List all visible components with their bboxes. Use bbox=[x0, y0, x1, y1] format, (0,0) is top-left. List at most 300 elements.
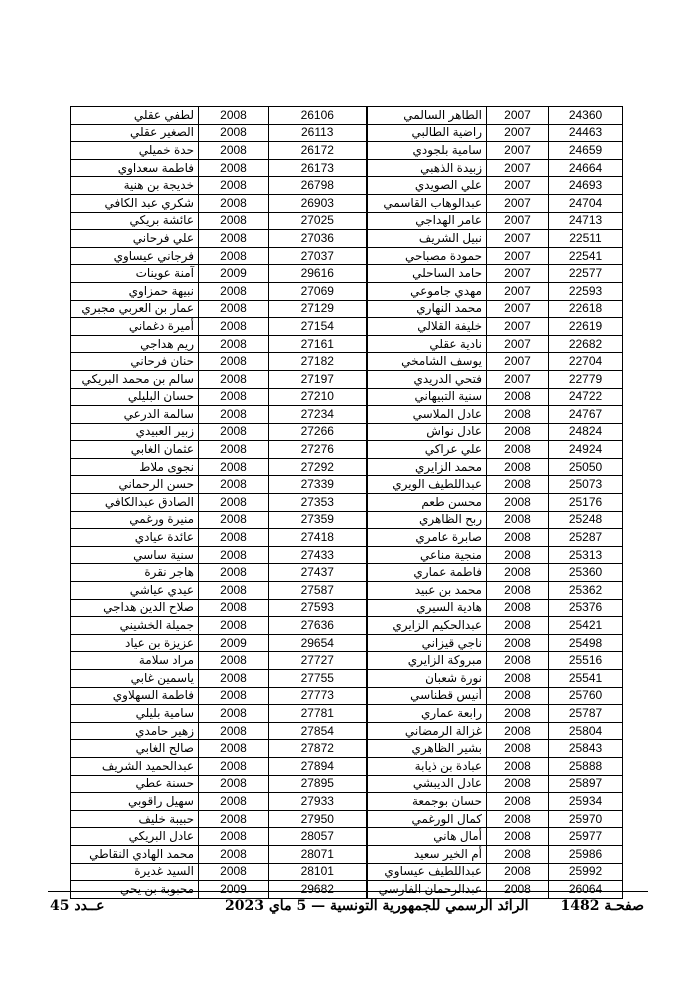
cell-l-name: هاجر نقرة bbox=[71, 564, 199, 582]
cell-r-year: 2008 bbox=[487, 546, 549, 564]
cell-l-no: 26798 bbox=[269, 177, 367, 195]
cell-r-name: محمد النهاري bbox=[367, 300, 487, 318]
cell-l-name: حسنة عطي bbox=[71, 775, 199, 793]
cell-l-year: 2009 bbox=[199, 881, 269, 899]
table-row bbox=[71, 458, 623, 476]
cell-l-name: سنية ساسي bbox=[71, 546, 199, 564]
cell-l-no: 27755 bbox=[269, 670, 367, 688]
cell-l-year: 2008 bbox=[199, 599, 269, 617]
cell-l-year: 2008 bbox=[199, 194, 269, 212]
cell-l-name: عمار بن العربي مجبري bbox=[71, 300, 199, 318]
table-row bbox=[71, 282, 623, 300]
cell-l-no: 26113 bbox=[269, 124, 367, 142]
cell-l-year: 2008 bbox=[199, 107, 269, 125]
table-row bbox=[71, 740, 623, 758]
cell-l-name: شكري عبد الكافي bbox=[71, 194, 199, 212]
cell-r-no: 24463 bbox=[549, 124, 623, 142]
table-row bbox=[71, 670, 623, 688]
table-row bbox=[71, 388, 623, 406]
cell-l-name: عثمان الغابي bbox=[71, 441, 199, 459]
cell-l-no: 27161 bbox=[269, 335, 367, 353]
cell-l-name: صالح الغابي bbox=[71, 740, 199, 758]
cell-l-name: فاطمة السهلاوي bbox=[71, 687, 199, 705]
page-number: صفحـة 1482 bbox=[560, 898, 644, 914]
cell-r-name: مهدي جاموعي bbox=[367, 282, 487, 300]
cell-l-no: 27433 bbox=[269, 546, 367, 564]
cell-r-name: أم الخير سعيد bbox=[367, 845, 487, 863]
cell-r-name: منجية مناعي bbox=[367, 546, 487, 564]
cell-r-no: 22593 bbox=[549, 282, 623, 300]
cell-l-no: 29616 bbox=[269, 265, 367, 283]
cell-r-no: 25986 bbox=[549, 845, 623, 863]
cell-l-year: 2008 bbox=[199, 670, 269, 688]
cell-r-name: عبداللطيف عيساوي bbox=[367, 863, 487, 881]
cell-r-year: 2007 bbox=[487, 247, 549, 265]
cell-r-year: 2007 bbox=[487, 282, 549, 300]
table-row bbox=[71, 441, 623, 459]
cell-l-year: 2008 bbox=[199, 441, 269, 459]
cell-r-no: 22577 bbox=[549, 265, 623, 283]
cell-l-year: 2008 bbox=[199, 546, 269, 564]
cell-l-name: خديجة بن هنية bbox=[71, 177, 199, 195]
cell-r-year: 2008 bbox=[487, 599, 549, 617]
cell-l-name: عادل البريكي bbox=[71, 828, 199, 846]
cell-l-no: 27359 bbox=[269, 511, 367, 529]
table-row bbox=[71, 124, 623, 142]
cell-r-name: راضية الطالبي bbox=[367, 124, 487, 142]
cell-l-no: 27292 bbox=[269, 458, 367, 476]
cell-l-name: السيد غديرة bbox=[71, 863, 199, 881]
table-row bbox=[71, 406, 623, 424]
cell-r-name: حسان بوجمعة bbox=[367, 793, 487, 811]
cell-l-name: سالم بن محمد البريكي bbox=[71, 370, 199, 388]
cell-l-year: 2008 bbox=[199, 687, 269, 705]
cell-r-year: 2007 bbox=[487, 159, 549, 177]
cell-l-name: ياسمين غابي bbox=[71, 670, 199, 688]
cell-l-no: 27210 bbox=[269, 388, 367, 406]
cell-l-no: 27276 bbox=[269, 441, 367, 459]
cell-l-name: محبوبة بن يحي bbox=[71, 881, 199, 899]
cell-l-year: 2008 bbox=[199, 757, 269, 775]
cell-r-no: 24722 bbox=[549, 388, 623, 406]
cell-r-year: 2008 bbox=[487, 810, 549, 828]
cell-l-name: منيرة ورغمي bbox=[71, 511, 199, 529]
cell-l-year: 2008 bbox=[199, 335, 269, 353]
table-row bbox=[71, 863, 623, 881]
cell-l-year: 2008 bbox=[199, 793, 269, 811]
cell-l-name: آمنة عوينات bbox=[71, 265, 199, 283]
cell-l-no: 27353 bbox=[269, 494, 367, 512]
table-row bbox=[71, 511, 623, 529]
cell-r-name: مبروكة الزايري bbox=[367, 652, 487, 670]
table-row bbox=[71, 881, 623, 899]
cell-l-year: 2008 bbox=[199, 230, 269, 248]
table-row bbox=[71, 722, 623, 740]
cell-r-no: 25360 bbox=[549, 564, 623, 582]
cell-r-year: 2007 bbox=[487, 194, 549, 212]
cell-r-no: 22619 bbox=[549, 318, 623, 336]
cell-l-year: 2008 bbox=[199, 863, 269, 881]
cell-r-name: فتحي الدريدي bbox=[367, 370, 487, 388]
cell-r-year: 2007 bbox=[487, 177, 549, 195]
cell-l-no: 27037 bbox=[269, 247, 367, 265]
cell-r-name: عبادة بن ذيابة bbox=[367, 757, 487, 775]
cell-r-name: محمد الزايري bbox=[367, 458, 487, 476]
cell-l-year: 2008 bbox=[199, 494, 269, 512]
cell-l-year: 2009 bbox=[199, 634, 269, 652]
table-row bbox=[71, 546, 623, 564]
table-row bbox=[71, 757, 623, 775]
cell-r-name: الطاهر السالمي bbox=[367, 107, 487, 125]
cell-r-name: بشير الظاهري bbox=[367, 740, 487, 758]
cell-l-no: 27197 bbox=[269, 370, 367, 388]
cell-r-name: علي الصويدي bbox=[367, 177, 487, 195]
cell-l-year: 2008 bbox=[199, 722, 269, 740]
cell-l-name: زهير حامدي bbox=[71, 722, 199, 740]
table-row bbox=[71, 810, 623, 828]
cell-r-year: 2008 bbox=[487, 458, 549, 476]
table-row bbox=[71, 300, 623, 318]
cell-r-no: 25362 bbox=[549, 582, 623, 600]
cell-r-year: 2008 bbox=[487, 441, 549, 459]
cell-r-year: 2008 bbox=[487, 775, 549, 793]
cell-l-name: عبدالحميد الشريف bbox=[71, 757, 199, 775]
cell-l-year: 2008 bbox=[199, 177, 269, 195]
cell-l-year: 2008 bbox=[199, 388, 269, 406]
cell-r-no: 25992 bbox=[549, 863, 623, 881]
cell-r-name: صابرة عامري bbox=[367, 529, 487, 547]
cell-r-name: عادل نواش bbox=[367, 423, 487, 441]
cell-r-year: 2008 bbox=[487, 845, 549, 863]
cell-l-no: 27437 bbox=[269, 564, 367, 582]
table-row bbox=[71, 230, 623, 248]
cell-l-name: الصغير عقلي bbox=[71, 124, 199, 142]
cell-l-year: 2008 bbox=[199, 423, 269, 441]
table-row bbox=[71, 107, 623, 125]
cell-r-no: 24360 bbox=[549, 107, 623, 125]
cell-r-year: 2007 bbox=[487, 370, 549, 388]
cell-r-year: 2007 bbox=[487, 124, 549, 142]
cell-l-year: 2008 bbox=[199, 353, 269, 371]
names-table bbox=[70, 106, 623, 899]
cell-l-no: 27418 bbox=[269, 529, 367, 547]
cell-r-no: 24659 bbox=[549, 142, 623, 160]
cell-r-year: 2008 bbox=[487, 582, 549, 600]
table-row bbox=[71, 529, 623, 547]
table-row bbox=[71, 212, 623, 230]
cell-l-year: 2008 bbox=[199, 247, 269, 265]
cell-r-year: 2008 bbox=[487, 687, 549, 705]
cell-l-year: 2008 bbox=[199, 476, 269, 494]
cell-r-year: 2007 bbox=[487, 318, 549, 336]
cell-r-name: حامد الساحلي bbox=[367, 265, 487, 283]
cell-l-name: نبيهة حمزاوي bbox=[71, 282, 199, 300]
cell-r-no: 25934 bbox=[549, 793, 623, 811]
cell-r-name: عادل الديبشي bbox=[367, 775, 487, 793]
cell-r-no: 25498 bbox=[549, 634, 623, 652]
cell-r-no: 25843 bbox=[549, 740, 623, 758]
cell-r-no: 22511 bbox=[549, 230, 623, 248]
table-row bbox=[71, 775, 623, 793]
cell-r-no: 25541 bbox=[549, 670, 623, 688]
cell-l-no: 27950 bbox=[269, 810, 367, 828]
cell-l-year: 2008 bbox=[199, 564, 269, 582]
cell-r-year: 2007 bbox=[487, 265, 549, 283]
cell-r-year: 2007 bbox=[487, 353, 549, 371]
cell-l-no: 27154 bbox=[269, 318, 367, 336]
cell-r-no: 25760 bbox=[549, 687, 623, 705]
table-row bbox=[71, 828, 623, 846]
cell-r-no: 24704 bbox=[549, 194, 623, 212]
cell-r-name: زبيدة الذهبي bbox=[367, 159, 487, 177]
table-row bbox=[71, 142, 623, 160]
cell-r-no: 25287 bbox=[549, 529, 623, 547]
cell-l-name: حسان البليلي bbox=[71, 388, 199, 406]
cell-l-no: 28101 bbox=[269, 863, 367, 881]
cell-l-no: 27234 bbox=[269, 406, 367, 424]
cell-l-no: 27773 bbox=[269, 687, 367, 705]
footer-rule bbox=[48, 891, 648, 892]
table-row bbox=[71, 476, 623, 494]
cell-r-no: 25970 bbox=[549, 810, 623, 828]
cell-l-no: 28071 bbox=[269, 845, 367, 863]
cell-l-no: 27854 bbox=[269, 722, 367, 740]
cell-r-year: 2008 bbox=[487, 881, 549, 899]
cell-l-year: 2008 bbox=[199, 529, 269, 547]
cell-l-name: سامية بليلي bbox=[71, 705, 199, 723]
cell-l-no: 27933 bbox=[269, 793, 367, 811]
cell-r-name: سنية التبيهاني bbox=[367, 388, 487, 406]
table-row bbox=[71, 353, 623, 371]
cell-r-no: 25376 bbox=[549, 599, 623, 617]
cell-l-name: الصادق عبدالكافي bbox=[71, 494, 199, 512]
cell-l-year: 2008 bbox=[199, 159, 269, 177]
cell-l-year: 2008 bbox=[199, 617, 269, 635]
cell-r-no: 26064 bbox=[549, 881, 623, 899]
cell-r-year: 2008 bbox=[487, 494, 549, 512]
cell-r-no: 25421 bbox=[549, 617, 623, 635]
cell-r-no: 24767 bbox=[549, 406, 623, 424]
cell-l-name: عيدي عياشي bbox=[71, 582, 199, 600]
issue-number: عــدد 45 bbox=[50, 898, 105, 914]
table-row bbox=[71, 793, 623, 811]
table-row bbox=[71, 617, 623, 635]
table-row bbox=[71, 705, 623, 723]
cell-r-no: 25176 bbox=[549, 494, 623, 512]
cell-r-name: حمودة مصباحي bbox=[367, 247, 487, 265]
cell-l-no: 26173 bbox=[269, 159, 367, 177]
cell-l-no: 27895 bbox=[269, 775, 367, 793]
cell-r-no: 24713 bbox=[549, 212, 623, 230]
table-row bbox=[71, 159, 623, 177]
cell-r-year: 2008 bbox=[487, 863, 549, 881]
cell-r-year: 2007 bbox=[487, 107, 549, 125]
cell-r-year: 2008 bbox=[487, 828, 549, 846]
cell-r-no: 24693 bbox=[549, 177, 623, 195]
table-row bbox=[71, 318, 623, 336]
cell-l-name: ريم هداجي bbox=[71, 335, 199, 353]
cell-r-year: 2008 bbox=[487, 476, 549, 494]
cell-l-name: أميرة دغماني bbox=[71, 318, 199, 336]
cell-r-no: 25804 bbox=[549, 722, 623, 740]
table-row bbox=[71, 845, 623, 863]
cell-l-no: 26172 bbox=[269, 142, 367, 160]
cell-l-year: 2008 bbox=[199, 652, 269, 670]
cell-r-no: 25888 bbox=[549, 757, 623, 775]
table-row bbox=[71, 265, 623, 283]
cell-l-no: 26903 bbox=[269, 194, 367, 212]
cell-l-year: 2008 bbox=[199, 300, 269, 318]
table-row bbox=[71, 582, 623, 600]
cell-r-no: 24664 bbox=[549, 159, 623, 177]
cell-l-name: فرجاني عيساوي bbox=[71, 247, 199, 265]
cell-l-year: 2008 bbox=[199, 775, 269, 793]
cell-l-name: علي فرحاني bbox=[71, 230, 199, 248]
cell-r-year: 2008 bbox=[487, 740, 549, 758]
cell-l-year: 2008 bbox=[199, 212, 269, 230]
table-row bbox=[71, 494, 623, 512]
cell-r-year: 2007 bbox=[487, 230, 549, 248]
cell-r-no: 25248 bbox=[549, 511, 623, 529]
table-row bbox=[71, 652, 623, 670]
cell-r-name: خليفة القلالي bbox=[367, 318, 487, 336]
cell-l-no: 27069 bbox=[269, 282, 367, 300]
cell-l-year: 2008 bbox=[199, 458, 269, 476]
cell-l-no: 27182 bbox=[269, 353, 367, 371]
cell-r-year: 2008 bbox=[487, 705, 549, 723]
cell-r-no: 25977 bbox=[549, 828, 623, 846]
cell-l-no: 27636 bbox=[269, 617, 367, 635]
cell-r-year: 2007 bbox=[487, 142, 549, 160]
cell-r-no: 22704 bbox=[549, 353, 623, 371]
cell-r-name: أنيس قطناسي bbox=[367, 687, 487, 705]
cell-l-name: سالمة الدرعي bbox=[71, 406, 199, 424]
cell-r-year: 2008 bbox=[487, 617, 549, 635]
cell-r-name: رابعة عماري bbox=[367, 705, 487, 723]
cell-l-no: 27894 bbox=[269, 757, 367, 775]
cell-l-name: صلاح الدين هداجي bbox=[71, 599, 199, 617]
cell-r-no: 22682 bbox=[549, 335, 623, 353]
cell-r-name: عبدالرحمان الفارسي bbox=[367, 881, 487, 899]
cell-l-name: جميلة الخشيني bbox=[71, 617, 199, 635]
cell-l-year: 2008 bbox=[199, 810, 269, 828]
cell-r-name: عبدالوهاب القاسمي bbox=[367, 194, 487, 212]
cell-r-no: 25073 bbox=[549, 476, 623, 494]
cell-r-name: أمال هاني bbox=[367, 828, 487, 846]
cell-l-year: 2008 bbox=[199, 142, 269, 160]
cell-l-year: 2008 bbox=[199, 740, 269, 758]
cell-r-year: 2008 bbox=[487, 406, 549, 424]
cell-r-year: 2008 bbox=[487, 757, 549, 775]
cell-l-name: حبيبة خليف bbox=[71, 810, 199, 828]
cell-r-year: 2008 bbox=[487, 793, 549, 811]
table-row bbox=[71, 599, 623, 617]
cell-l-year: 2008 bbox=[199, 582, 269, 600]
cell-r-name: كمال الورغمي bbox=[367, 810, 487, 828]
cell-r-no: 22541 bbox=[549, 247, 623, 265]
cell-l-no: 27727 bbox=[269, 652, 367, 670]
cell-l-name: زبير العبيدي bbox=[71, 423, 199, 441]
cell-l-name: حسن الرحماني bbox=[71, 476, 199, 494]
cell-r-name: هادية السيري bbox=[367, 599, 487, 617]
cell-l-year: 2008 bbox=[199, 705, 269, 723]
table-row bbox=[71, 335, 623, 353]
cell-r-name: ناجي قيزاني bbox=[367, 634, 487, 652]
cell-l-year: 2008 bbox=[199, 318, 269, 336]
cell-r-name: عبدالحكيم الزايري bbox=[367, 617, 487, 635]
cell-r-name: فاطمة عماري bbox=[367, 564, 487, 582]
gazette-title: الرائد الرسمي للجمهورية التونسية — 5 ماي 2023 bbox=[225, 898, 529, 914]
table-row bbox=[71, 194, 623, 212]
cell-r-year: 2008 bbox=[487, 722, 549, 740]
cell-l-no: 28057 bbox=[269, 828, 367, 846]
cell-l-year: 2009 bbox=[199, 265, 269, 283]
cell-l-no: 27266 bbox=[269, 423, 367, 441]
cell-l-year: 2008 bbox=[199, 370, 269, 388]
cell-l-no: 27339 bbox=[269, 476, 367, 494]
cell-l-year: 2008 bbox=[199, 845, 269, 863]
cell-r-name: نورة شعبان bbox=[367, 670, 487, 688]
cell-l-year: 2008 bbox=[199, 828, 269, 846]
cell-r-no: 22779 bbox=[549, 370, 623, 388]
table-row bbox=[71, 423, 623, 441]
cell-l-name: فاطمة سعداوي bbox=[71, 159, 199, 177]
cell-l-no: 27593 bbox=[269, 599, 367, 617]
table-row bbox=[71, 177, 623, 195]
cell-r-name: عادل الملاسي bbox=[367, 406, 487, 424]
cell-l-no: 29654 bbox=[269, 634, 367, 652]
cell-l-name: عائدة عيادي bbox=[71, 529, 199, 547]
cell-r-year: 2008 bbox=[487, 511, 549, 529]
cell-r-year: 2007 bbox=[487, 212, 549, 230]
cell-r-year: 2008 bbox=[487, 564, 549, 582]
cell-r-no: 25313 bbox=[549, 546, 623, 564]
cell-l-year: 2008 bbox=[199, 406, 269, 424]
cell-r-year: 2008 bbox=[487, 529, 549, 547]
cell-l-name: مراد سلامة bbox=[71, 652, 199, 670]
cell-l-no: 27781 bbox=[269, 705, 367, 723]
cell-r-year: 2007 bbox=[487, 335, 549, 353]
cell-r-name: عبداللطيف الويري bbox=[367, 476, 487, 494]
cell-l-name: حدة خميلي bbox=[71, 142, 199, 160]
cell-l-year: 2008 bbox=[199, 511, 269, 529]
cell-l-no: 27129 bbox=[269, 300, 367, 318]
cell-l-name: محمد الهادي النقاطي bbox=[71, 845, 199, 863]
cell-r-name: علي عراكي bbox=[367, 441, 487, 459]
cell-l-name: سهيل راقوبي bbox=[71, 793, 199, 811]
cell-l-no: 27036 bbox=[269, 230, 367, 248]
cell-r-year: 2007 bbox=[487, 300, 549, 318]
cell-l-no: 27025 bbox=[269, 212, 367, 230]
cell-l-name: نجوى ملاط bbox=[71, 458, 199, 476]
cell-r-name: محمد بن عبيد bbox=[367, 582, 487, 600]
cell-l-name: لطفي عقلي bbox=[71, 107, 199, 125]
cell-l-name: عائشة بريكي bbox=[71, 212, 199, 230]
cell-l-no: 26106 bbox=[269, 107, 367, 125]
table-row bbox=[71, 247, 623, 265]
cell-r-name: محسن طعم bbox=[367, 494, 487, 512]
cell-r-year: 2008 bbox=[487, 634, 549, 652]
cell-r-year: 2008 bbox=[487, 423, 549, 441]
cell-r-no: 25050 bbox=[549, 458, 623, 476]
cell-r-year: 2008 bbox=[487, 388, 549, 406]
cell-r-year: 2008 bbox=[487, 652, 549, 670]
cell-r-name: عامر الهداجي bbox=[367, 212, 487, 230]
cell-r-name: يوسف الشامخي bbox=[367, 353, 487, 371]
cell-r-name: ربح الظاهري bbox=[367, 511, 487, 529]
cell-r-no: 24924 bbox=[549, 441, 623, 459]
cell-r-name: غزالة الرمضاني bbox=[367, 722, 487, 740]
